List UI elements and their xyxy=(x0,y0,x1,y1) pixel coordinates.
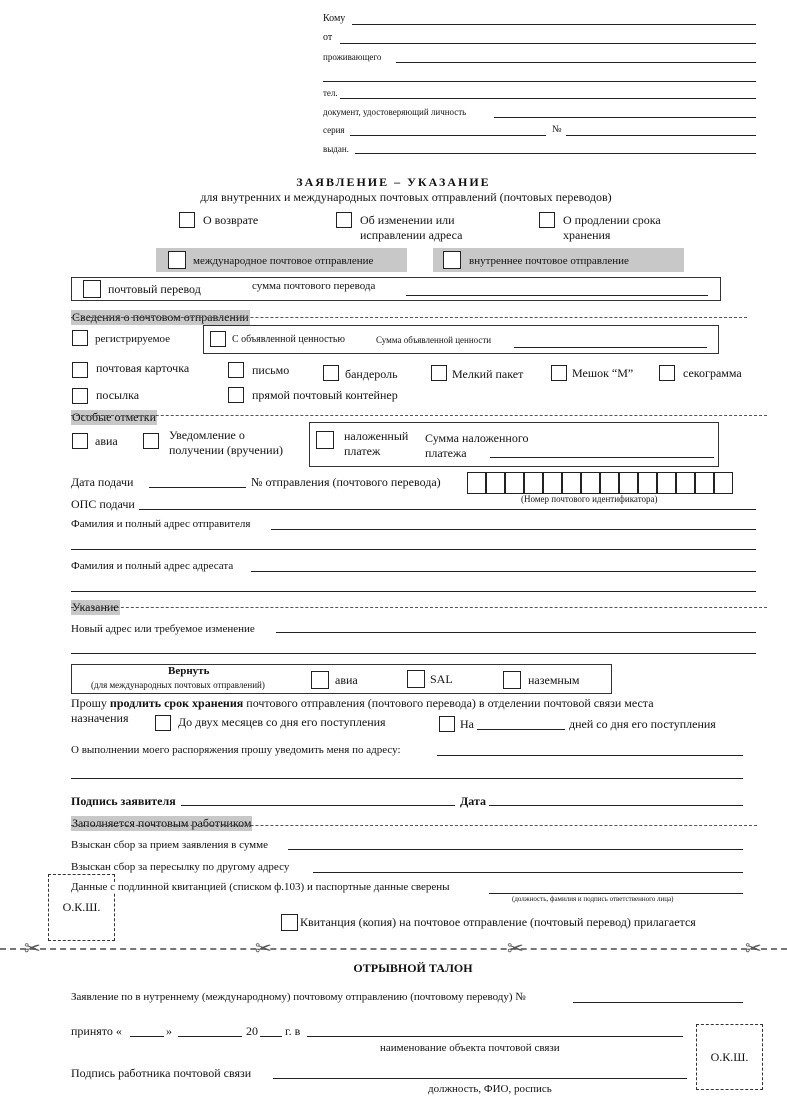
tracking-number-cell[interactable] xyxy=(695,472,714,494)
worker-signature-label: Подпись работника почтовой связи xyxy=(71,1066,252,1080)
declared-sum-field[interactable] xyxy=(514,347,707,348)
tracking-number-cell[interactable] xyxy=(714,472,733,494)
accepted-year-field[interactable] xyxy=(260,1036,282,1037)
notice-checkbox[interactable] xyxy=(143,433,159,449)
scissors-icon: ✂ xyxy=(255,936,272,960)
direct-container-label: прямой почтовый контейнер xyxy=(252,388,398,402)
extend-storage-label-2: хранения xyxy=(563,228,611,242)
office-field[interactable] xyxy=(139,509,756,510)
recipient-field[interactable] xyxy=(251,571,756,572)
tear-off-stamp-area: О.К.Ш. xyxy=(696,1024,763,1090)
parcel-checkbox[interactable] xyxy=(72,388,88,404)
to-field[interactable] xyxy=(352,24,756,25)
declared-value-checkbox[interactable] xyxy=(210,331,226,347)
return-avia-label: авиа xyxy=(335,673,358,687)
domestic-checkbox[interactable] xyxy=(443,251,461,269)
sender-field-2[interactable] xyxy=(71,549,756,550)
notify-label: О выполнении моего распоряжения прошу уведомить меня по адресу: xyxy=(71,744,401,756)
return-sal-checkbox[interactable] xyxy=(407,670,425,688)
postcard-label: почтовая карточка xyxy=(96,361,190,375)
return-note: (для международных почтовых отправлений) xyxy=(91,680,265,690)
tracking-number-cell[interactable] xyxy=(657,472,676,494)
international-label: международное почтовое отправление xyxy=(193,255,374,267)
from-field[interactable] xyxy=(340,43,756,44)
transfer-checkbox[interactable] xyxy=(83,280,101,298)
letter-label: письмо xyxy=(252,363,290,377)
stamp-area: О.К.Ш. xyxy=(48,874,115,941)
accepted-month-field[interactable] xyxy=(178,1036,242,1037)
fee-application-field[interactable] xyxy=(288,849,743,850)
change-address-label-2: исправлении адреса xyxy=(360,228,463,242)
date-field[interactable] xyxy=(489,805,743,806)
return-sal-label: SAL xyxy=(430,672,453,686)
m-bag-label: Мешок “М” xyxy=(572,366,634,380)
tracking-number-cell[interactable] xyxy=(581,472,600,494)
to-label: Кому xyxy=(323,13,346,24)
notify-field[interactable] xyxy=(437,755,743,756)
scissors-icon: ✂ xyxy=(24,936,41,960)
section-marks-divider xyxy=(71,415,767,416)
avia-label: авиа xyxy=(95,434,118,448)
tear-off-statement-number[interactable] xyxy=(573,1002,743,1003)
tracking-id-caption: (Номер почтового идентификатора) xyxy=(521,494,658,504)
change-address-label-1: Об изменении или xyxy=(360,213,455,227)
avia-checkbox[interactable] xyxy=(72,433,88,449)
wrapper-label: бандероль xyxy=(345,367,398,381)
custom-days-prefix: На xyxy=(460,717,474,731)
extend-prefix: Прошу xyxy=(71,696,107,710)
two-months-checkbox[interactable] xyxy=(155,715,171,731)
sender-label: Фамилия и полный адрес отправителя xyxy=(71,518,251,530)
receipt-attached-label: Квитанция (копия) на почтовое отправление (почтовый перевод) прилагается xyxy=(300,915,696,929)
submission-date-field[interactable] xyxy=(149,487,246,488)
worker-signature-field[interactable] xyxy=(273,1078,687,1079)
m-bag-checkbox[interactable] xyxy=(551,365,567,381)
fee-application-label: Взыскан сбор за прием заявления в сумме xyxy=(71,839,268,851)
scissors-icon: ✂ xyxy=(507,936,524,960)
small-packet-checkbox[interactable] xyxy=(431,365,447,381)
custom-days-field[interactable] xyxy=(477,729,565,730)
accepted-label: принято « xyxy=(71,1024,122,1038)
cod-sum-label-2: платежа xyxy=(425,446,467,460)
signature-label: Подпись заявителя xyxy=(71,794,176,808)
registered-label: регистрируемое xyxy=(95,333,171,345)
section-postal-divider xyxy=(71,825,757,826)
fee-forwarding-field[interactable] xyxy=(313,872,743,873)
extend-line-2: назначения xyxy=(71,711,129,725)
notify-field-2[interactable] xyxy=(71,778,743,779)
cod-label-2: платеж xyxy=(344,444,381,458)
id-doc-field[interactable] xyxy=(494,117,756,118)
tear-off-statement-label: Заявление по в нутреннему (международному) почтовому отправлению (почтовому переводу) № xyxy=(71,991,526,1003)
phone-label: тел. xyxy=(323,88,338,98)
cod-checkbox[interactable] xyxy=(316,431,334,449)
extend-storage-checkbox[interactable] xyxy=(539,212,555,228)
extend-rest: почтового отправления (почтового перевода) в отделении почтовой связи места xyxy=(246,696,654,710)
section-marks-header: Особые отметки xyxy=(72,410,156,424)
tracking-number-cell[interactable] xyxy=(543,472,562,494)
notice-label-1: Уведомление о xyxy=(169,428,245,442)
new-address-field[interactable] xyxy=(276,632,756,633)
extend-storage-label-1: О продлении срока xyxy=(563,213,661,227)
return-avia-checkbox[interactable] xyxy=(311,671,329,689)
shipment-number-label: № отправления (почтового перевода) xyxy=(251,475,441,489)
series-label: серия xyxy=(323,125,345,135)
residing-field-2[interactable] xyxy=(323,81,756,82)
issued-label: выдан. xyxy=(323,144,349,154)
direct-container-checkbox[interactable] xyxy=(228,387,244,403)
date-label: Дата xyxy=(460,794,486,808)
tracking-number-cell[interactable] xyxy=(505,472,524,494)
new-address-label: Новый адрес или требуемое изменение xyxy=(71,623,255,635)
tracking-number-cell[interactable] xyxy=(486,472,505,494)
residing-field[interactable] xyxy=(396,62,756,63)
tracking-number-cell[interactable] xyxy=(600,472,619,494)
receipt-attached-checkbox[interactable] xyxy=(281,914,298,931)
postcard-checkbox[interactable] xyxy=(72,362,88,378)
secogram-checkbox[interactable] xyxy=(659,365,675,381)
recipient-field-2[interactable] xyxy=(71,591,756,592)
transfer-label: почтовый перевод xyxy=(108,282,201,296)
transfer-amount-field[interactable] xyxy=(406,295,708,296)
from-label: от xyxy=(323,32,333,43)
return-ground-checkbox[interactable] xyxy=(503,671,521,689)
number-field[interactable] xyxy=(566,135,756,136)
number-label: № xyxy=(552,124,562,135)
notice-label-2: получении (вручении) xyxy=(169,443,284,457)
tracking-number-cell[interactable] xyxy=(676,472,695,494)
sender-field[interactable] xyxy=(271,529,756,530)
verified-field[interactable] xyxy=(489,893,743,894)
page-subtitle: для внутренних и международных почтовых отправлений (почтовых переводов) xyxy=(200,190,612,204)
extend-bold: продлить срок хранения xyxy=(109,696,244,710)
office-name-caption: наименование объекта почтовой связи xyxy=(380,1042,560,1054)
accepted-quote-close: » xyxy=(166,1024,172,1038)
submission-date-label: Дата подачи xyxy=(71,475,134,489)
return-label: О возврате xyxy=(203,213,259,227)
section-instruction-header: Указание xyxy=(72,600,119,614)
verified-label: Данные с подлинной квитанцией (списком ф.103) и паспортные данные сверены xyxy=(71,881,450,893)
fee-forwarding-label: Взыскан сбор за пересылку по другому адресу xyxy=(71,861,290,873)
wrapper-checkbox[interactable] xyxy=(323,365,339,381)
custom-days-checkbox[interactable] xyxy=(439,716,455,732)
change-address-checkbox[interactable] xyxy=(336,212,352,228)
cut-line xyxy=(0,948,787,950)
new-address-field-2[interactable] xyxy=(71,653,756,654)
parcel-label: посылка xyxy=(96,388,140,402)
small-packet-label: Мелкий пакет xyxy=(452,367,524,381)
domestic-label: внутреннее почтовое отправление xyxy=(469,255,629,267)
declared-sum-label: Сумма объявленной ценности xyxy=(376,335,492,345)
two-months-label: До двух месяцев со дня его поступления xyxy=(178,715,386,729)
registered-checkbox[interactable] xyxy=(72,330,88,346)
custom-days-suffix: дней со дня его поступления xyxy=(569,717,716,731)
office-name-field[interactable] xyxy=(307,1036,683,1037)
id-doc-label: документ, удостоверяющий личность xyxy=(323,107,467,117)
letter-checkbox[interactable] xyxy=(228,362,244,378)
tracking-number-cell[interactable] xyxy=(638,472,657,494)
scissors-icon: ✂ xyxy=(745,936,762,960)
phone-field[interactable] xyxy=(340,98,756,99)
cod-sum-label-1: Сумма наложенного xyxy=(425,431,529,445)
section-instruction-divider xyxy=(71,607,767,608)
worker-signature-caption: должность, ФИО, роспись xyxy=(428,1083,552,1095)
cod-sum-field[interactable] xyxy=(490,457,714,458)
office-label: ОПС подачи xyxy=(71,497,135,511)
tracking-number-cell[interactable] xyxy=(467,472,486,494)
declared-value-label: С объявленной ценностью xyxy=(232,334,345,345)
section-shipment-divider xyxy=(71,317,747,318)
issued-field[interactable] xyxy=(355,153,756,154)
tear-off-title: ОТРЫВНОЙ ТАЛОН xyxy=(353,961,473,975)
return-checkbox[interactable] xyxy=(179,212,195,228)
return-ground-label: наземным xyxy=(528,673,580,687)
tracking-number-cell[interactable] xyxy=(562,472,581,494)
series-field[interactable] xyxy=(350,135,546,136)
cod-label-1: наложенный xyxy=(344,429,409,443)
accepted-day-field[interactable] xyxy=(130,1036,164,1037)
section-shipment-header: Сведения о почтовом отправлении xyxy=(72,310,249,324)
recipient-label: Фамилия и полный адрес адресата xyxy=(71,560,234,572)
year-prefix: 20 xyxy=(246,1024,258,1038)
page-title: ЗАЯВЛЕНИЕ – УКАЗАНИЕ xyxy=(296,175,491,189)
return-title: Вернуть xyxy=(168,665,210,677)
tracking-number-cell[interactable] xyxy=(524,472,543,494)
secogram-label: секограмма xyxy=(683,366,742,380)
international-checkbox[interactable] xyxy=(168,251,186,269)
year-suffix: г. в xyxy=(285,1024,301,1038)
residing-label: проживающего xyxy=(323,52,382,62)
transfer-amount-label: сумма почтового перевода xyxy=(252,280,376,292)
signature-field[interactable] xyxy=(181,805,455,806)
tracking-number-cell[interactable] xyxy=(619,472,638,494)
section-postal-header: Заполняется почтовым работником xyxy=(72,816,252,830)
verified-caption: (должность, фамилия и подпись ответственного лица) xyxy=(512,895,674,903)
extend-request-text xyxy=(71,697,654,709)
